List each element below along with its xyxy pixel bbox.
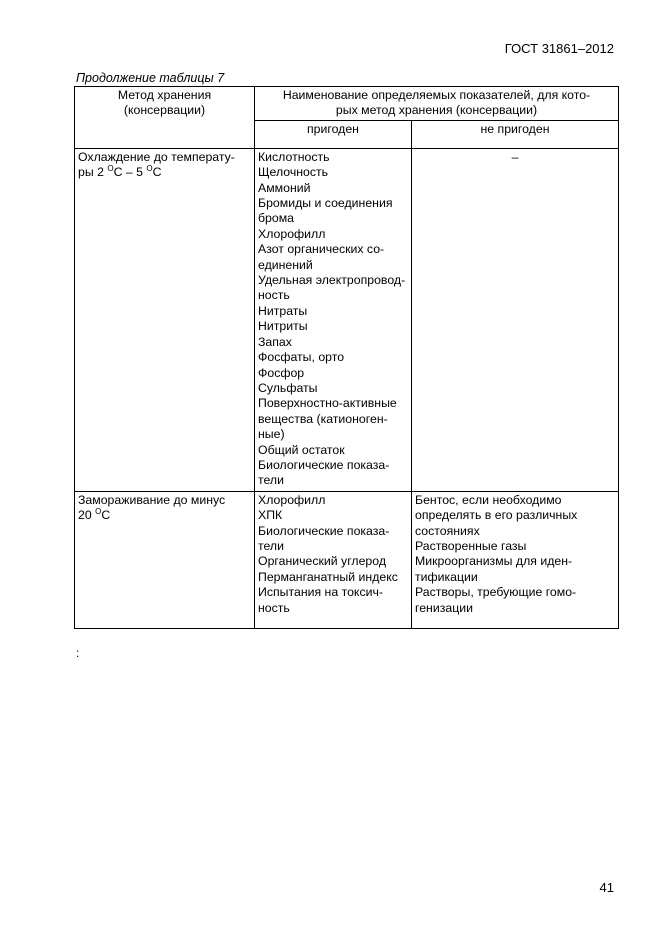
method-text: C – 5 [113, 165, 147, 180]
method-text: C [101, 508, 111, 523]
indicator-line: Микроорганизмы для иден- [415, 554, 573, 569]
unsuitable-cell [412, 491, 619, 628]
indicator-line: Хлорофилл [258, 492, 326, 507]
indicator-line: Запах [258, 334, 292, 349]
method-text: ры 2 [78, 165, 108, 180]
footnote: : [76, 646, 80, 660]
indicator-line: Бромиды и соединения [258, 196, 393, 211]
method-line [78, 508, 251, 523]
suitable-cell [255, 148, 412, 491]
indicator-line: Поверхностно-активные [258, 396, 397, 411]
header-line: рых метод хранения (консервации) [335, 103, 538, 118]
indicator-line: – [511, 149, 519, 164]
header-line: (консервации) [123, 103, 206, 118]
indicator-line: Фосфаты, орто [258, 350, 345, 365]
indicator-line: Общий остаток [258, 442, 345, 457]
degree-mark: O [107, 164, 114, 174]
indicator-line: Азот органических со- [258, 242, 385, 257]
indicator-line: ность [258, 600, 290, 615]
suitable-column-header: пригоден [255, 120, 412, 148]
indicator-line: тели [258, 473, 284, 488]
indicator-line: Органический углерод [258, 554, 387, 569]
indicator-line: Нитриты [258, 319, 308, 334]
indicator-line: единений [258, 257, 313, 272]
indicators-group-header [255, 87, 619, 121]
header-line: Наименование определяемых показателей, для кото- [282, 88, 591, 102]
method-cell [75, 148, 255, 491]
method-line: Замораживание до минус [78, 492, 226, 507]
method-text: 20 [78, 508, 96, 523]
table-row-cooling [75, 148, 619, 491]
header-line: Метод хранения [117, 88, 212, 102]
indicator-line: Растворенные газы [415, 539, 527, 554]
storage-methods-table [74, 86, 619, 629]
indicator-line: ные) [258, 427, 285, 442]
page-number: 41 [599, 880, 614, 895]
indicator-line: определять в его различных [415, 508, 578, 523]
indicator-line: генизации [415, 600, 473, 615]
indicator-line: Кислотность [258, 149, 330, 164]
indicator-line: ХПК [258, 508, 283, 523]
indicator-line: тели [258, 539, 284, 554]
indicator-line: Перманганатный индекс [258, 569, 398, 584]
standard-header: ГОСТ 31861–2012 [504, 41, 614, 56]
indicator-line: состояниях [415, 523, 480, 538]
indicator-line: Бентос, если необходимо [415, 492, 562, 507]
degree-mark: O [146, 164, 153, 174]
indicator-line: Растворы, требующие гомо- [415, 585, 577, 600]
method-cell [75, 491, 255, 628]
indicator-line: Биологические показа- [258, 457, 390, 472]
indicator-line: Фосфор [258, 365, 305, 380]
indicator-line: Биологические показа- [258, 523, 390, 538]
method-column-header [75, 87, 255, 149]
table-caption: Продолжение таблицы 7 [76, 71, 225, 85]
suitable-cell [255, 491, 412, 628]
indicator-line: Нитраты [258, 303, 308, 318]
indicator-line: брома [258, 211, 295, 226]
method-text: C [152, 165, 162, 180]
indicator-line: Удельная электропровод- [258, 273, 406, 288]
method-line: Охлаждение до температу- [78, 149, 235, 164]
method-line [78, 165, 251, 180]
indicator-line: ность [258, 288, 290, 303]
unsuitable-column-header: не пригоден [412, 120, 619, 148]
indicator-line: Сульфаты [258, 380, 318, 395]
unsuitable-cell [412, 148, 619, 491]
indicator-line: Щелочность [258, 165, 329, 180]
degree-mark: O [95, 507, 102, 517]
indicator-line: Хлорофилл [258, 226, 326, 241]
table-row-freezing [75, 491, 619, 628]
indicator-line: тификации [415, 569, 478, 584]
indicator-line: Испытания на токсич- [258, 585, 383, 600]
indicator-line: Аммоний [258, 180, 311, 195]
indicator-line: вещества (катионоген- [258, 411, 388, 426]
